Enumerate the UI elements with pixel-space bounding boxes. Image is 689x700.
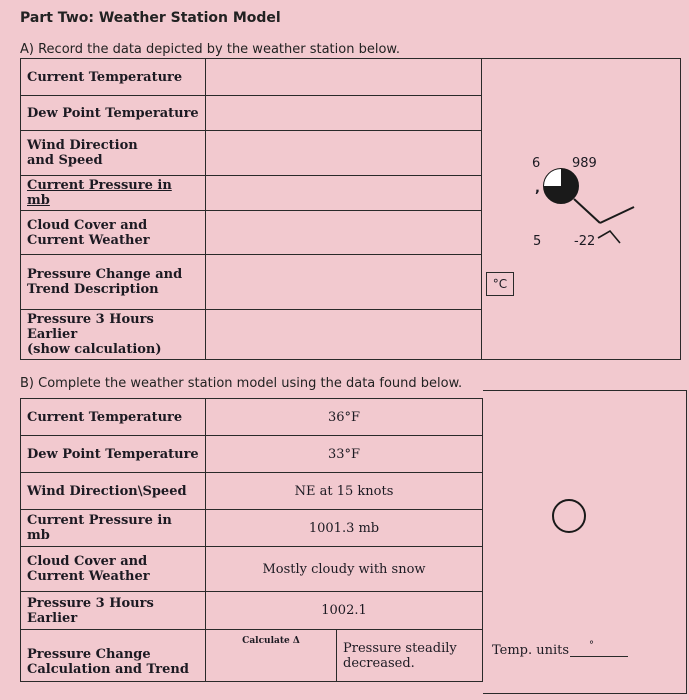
answer-cell[interactable] [206, 96, 482, 131]
degree-symbol: ° [589, 640, 594, 651]
row-label: Cloud Cover and Current Weather [21, 211, 206, 255]
row-value: Mostly cloudy with snow [206, 547, 483, 592]
temp-units-label: Temp. units [492, 643, 570, 658]
row-value: 36°F [206, 399, 483, 436]
model-pressure: 989 [572, 156, 597, 171]
model-pressure-change: -22 [574, 234, 596, 249]
calculate-cell[interactable] [206, 630, 337, 682]
station-model-circle-b[interactable] [550, 497, 588, 535]
station-model-circle-a [540, 165, 650, 250]
answer-cell[interactable] [206, 310, 482, 360]
model-weather-symbol: , [535, 181, 540, 196]
section-a-heading: A) Record the data depicted by the weather station below. [20, 42, 400, 57]
trend-cell: Pressure steadily decreased. [337, 630, 483, 682]
section-b-heading: B) Complete the weather station model using the data found below. [20, 376, 463, 391]
row-label: Wind Direction and Speed [21, 131, 206, 176]
row-label: Pressure Change and Trend Description [21, 255, 206, 310]
row-label: Current Temperature [21, 59, 206, 96]
section-b-table [20, 398, 483, 682]
answer-cell[interactable] [206, 255, 482, 310]
row-label: Wind Direction\Speed [21, 473, 206, 510]
answer-cell[interactable] [206, 176, 482, 211]
answer-cell[interactable] [206, 211, 482, 255]
page-title: Part Two: Weather Station Model [20, 10, 281, 26]
row-label: Dew Point Temperature [21, 96, 206, 131]
row-label: Current Pressure in mb [21, 176, 206, 211]
row-label: Cloud Cover and Current Weather [21, 547, 206, 592]
row-label: Pressure 3 Hours Earlier [21, 592, 206, 630]
row-label: Current Temperature [21, 399, 206, 436]
row-label: Dew Point Temperature [21, 436, 206, 473]
row-value: 1001.3 mb [206, 510, 483, 547]
model-temperature: 6 [532, 156, 541, 171]
answer-cell[interactable] [206, 131, 482, 176]
temp-units-blank[interactable] [570, 656, 628, 657]
model-dew-point: 5 [533, 234, 542, 249]
row-label: Current Pressure in mb [21, 510, 206, 547]
answer-cell[interactable] [206, 59, 482, 96]
row-label: Pressure 3 Hours Earlier (show calculation) [21, 310, 206, 360]
row-label: Pressure Change Calculation and Trend [21, 630, 206, 682]
row-value: NE at 15 knots [206, 473, 483, 510]
section-a-table [20, 58, 482, 360]
units-box: °C [486, 272, 514, 296]
calculate-label: Calculate Δ [242, 636, 300, 646]
row-value: 33°F [206, 436, 483, 473]
row-value: 1002.1 [206, 592, 483, 630]
